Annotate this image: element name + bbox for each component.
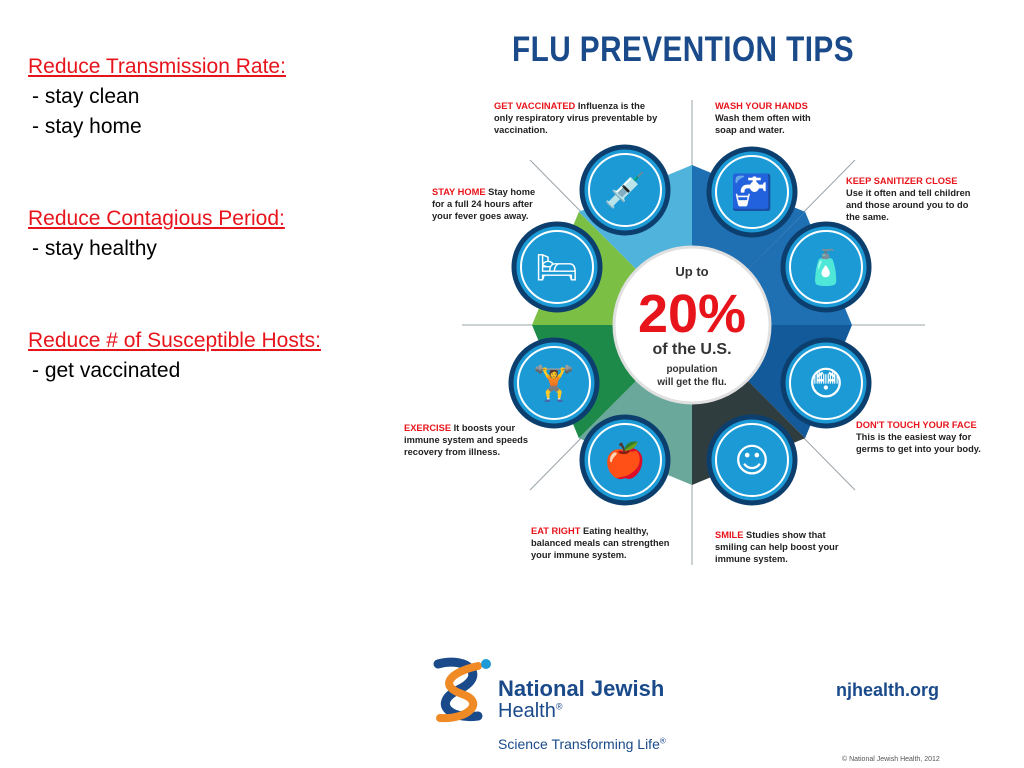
tip-wash-hands: WASH YOUR HANDS Wash them often with soap and water. [715, 101, 811, 135]
tip-eat-right: EAT RIGHT Eating healthy, balanced meals can strengthen your immune system. [531, 526, 670, 560]
tip-stay-home: STAY HOME Stay home for a full 24 hours after your fever goes away. [432, 187, 536, 221]
notes-panel [28, 52, 408, 386]
center-line3: population [666, 364, 718, 375]
center-value: 20% [637, 284, 747, 344]
national-jewish-health-logo-icon [428, 656, 494, 726]
note-item-stay-home: - stay home [32, 115, 142, 138]
copyright-text: © National Jewish Health, 2012 [842, 756, 940, 763]
svg-text:😳: 😳 [808, 364, 844, 404]
note-heading-transmission: Reduce Transmission Rate: [28, 55, 286, 78]
infographic-wheel [398, 95, 998, 585]
note-item-get-vaccinated: - get vaccinated [32, 359, 181, 382]
svg-text:💉: 💉 [603, 171, 647, 211]
tip-keep-sanitizer: KEEP SANITIZER CLOSE Use it often and tell children and those around you to do the same. [846, 176, 971, 222]
smile-icon [709, 417, 795, 503]
org-name-health: Health® [498, 700, 563, 722]
svg-text:🚰: 🚰 [730, 173, 774, 213]
tip-dont-touch-face: DON'T TOUCH YOUR FACE This is the easiest way for germs to get into your body. [856, 420, 981, 454]
infographic-title: FLU PREVENTION TIPS [512, 30, 854, 69]
tip-exercise: EXERCISE It boosts your immune system and speeds recovery from illness. [404, 423, 529, 457]
dumbbell-icon [511, 340, 597, 426]
org-url: njhealth.org [836, 680, 939, 700]
tip-smile: SMILE Studies show that smiling can help boost your immune system. [715, 530, 839, 564]
svg-text:🧴: 🧴 [804, 248, 848, 288]
syringe-icon [582, 147, 668, 233]
svg-text:🍎: 🍎 [603, 441, 647, 481]
faucet-hands-icon [709, 149, 795, 235]
center-line1: Up to [675, 264, 709, 279]
sanitizer-icon [783, 224, 869, 310]
center-line2: of the U.S. [652, 341, 732, 358]
note-item-stay-clean: - stay clean [32, 85, 140, 108]
note-item-stay-healthy: - stay healthy [32, 237, 157, 260]
svg-text:🏋: 🏋 [532, 364, 576, 404]
tip-get-vaccinated: GET VACCINATED Influenza is the only respiratory virus preventable by vaccination. [494, 101, 658, 135]
face-touch-icon [783, 340, 869, 426]
svg-text:🛏: 🛏 [535, 248, 579, 288]
note-heading-contagious: Reduce Contagious Period: [28, 207, 285, 230]
center-line4: will get the flu. [657, 377, 727, 388]
svg-text:☺: ☺ [734, 441, 770, 481]
note-heading-susceptible: Reduce # of Susceptible Hosts: [28, 329, 321, 352]
apple-icon [582, 417, 668, 503]
org-tagline: Science Transforming Life® [498, 736, 666, 752]
bed-icon [514, 224, 600, 310]
org-name: National Jewish [498, 676, 665, 701]
